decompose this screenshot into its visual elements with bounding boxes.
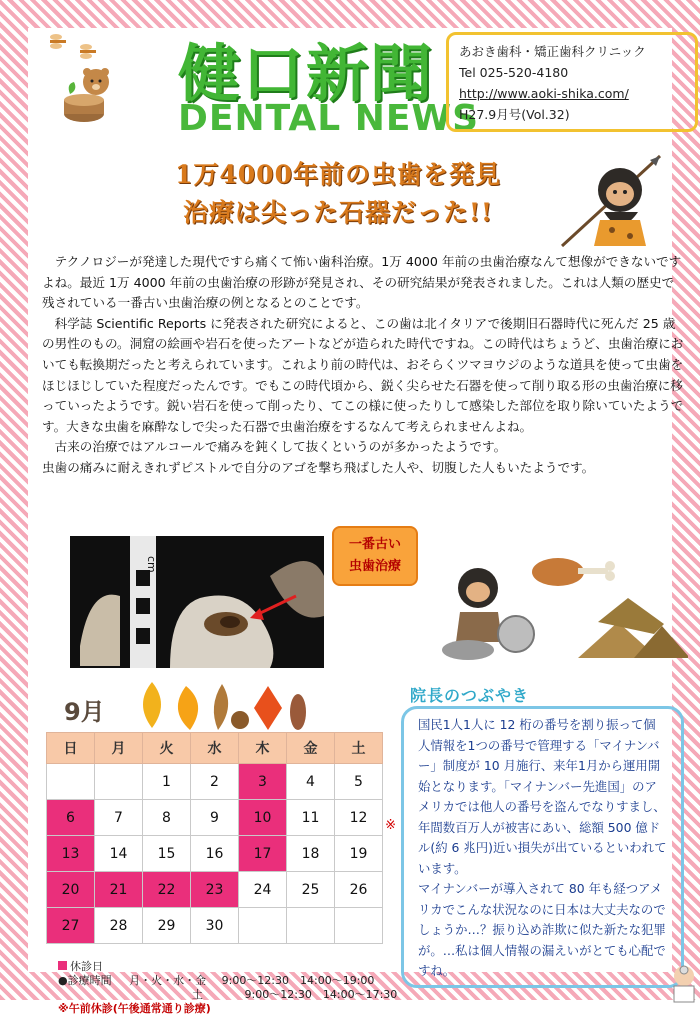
- doctor-mascot-icon: [668, 964, 700, 1004]
- hours-weekday: 9:00～12:30 14:00～19:00: [221, 974, 375, 987]
- director-column-text: 国民1人1人に 12 桁の番号を割り振って個人情報を1つの番号で管理する「マイナンバー」制度が 10 月施行、来年1月から運用開始となります。「マイナンバー先進国」のアメリカでは他人の番号を盗んでなりすまし、年間数百万人が被害にあい、総額 500 億ドル(約 6 兆円)近い損失が出ているといわれています。: [418, 717, 667, 876]
- clinic-info-box: [446, 32, 698, 132]
- weekday-header: 月: [95, 733, 143, 764]
- calendar-day-cell: [191, 872, 239, 908]
- dragonfly-icon: [80, 44, 96, 59]
- closed-day-swatch: [58, 961, 67, 970]
- hours-sat: 9:00～12:30 14:00～17:30: [244, 988, 398, 1001]
- caveman-hut-illustration: [428, 538, 688, 678]
- calendar-week-row: [47, 908, 383, 944]
- calendar-day-cell: [95, 800, 143, 836]
- calendar-day-number: 5: [354, 773, 363, 790]
- calendar-day-cell: [143, 872, 191, 908]
- calendar-day-number: 16: [205, 845, 224, 862]
- calendar-day-cell: [95, 908, 143, 944]
- leaf-icon: [178, 686, 198, 730]
- calendar-day-cell: [287, 800, 335, 836]
- calendar-day-cell: [143, 908, 191, 944]
- clinic-url-link[interactable]: http://www.aoki-shika.com/: [459, 86, 629, 101]
- calendar-day-number: 13: [61, 845, 80, 862]
- calendar-day-number: 20: [61, 881, 80, 898]
- calendar-day-number: 9: [210, 809, 219, 826]
- calendar-day-cell: [191, 764, 239, 800]
- calendar-day-cell: [95, 872, 143, 908]
- tooth-photo: [70, 536, 324, 668]
- calendar-week-row: [47, 800, 383, 836]
- clinic-name: あおき歯科・矯正歯科クリニック: [459, 44, 646, 59]
- calendar-day-cell: [239, 908, 287, 944]
- autumn-leaves-illustration: [132, 678, 312, 734]
- calendar-day-cell: [335, 872, 383, 908]
- director-column-box: [401, 706, 684, 988]
- calendar-day-number: 14: [109, 845, 128, 862]
- calendar-day-cell: [287, 836, 335, 872]
- weekday-header-row: [47, 733, 383, 764]
- weekday-header: 木: [239, 733, 287, 764]
- calendar-day-number: 15: [157, 845, 176, 862]
- calendar-day-number: 22: [157, 881, 176, 898]
- calendar-day-number: 24: [253, 881, 272, 898]
- newsletter-subtitle: DENTAL NEWS: [178, 98, 480, 139]
- calendar-day-cell: [47, 764, 95, 800]
- newsletter-title: 健口新聞: [178, 37, 435, 110]
- calendar-day-number: 27: [61, 917, 80, 934]
- calendar-day-cell: [95, 836, 143, 872]
- oldest-treatment-callout: [332, 526, 418, 586]
- calendar-day-cell: [287, 908, 335, 944]
- maple-leaf-icon: [254, 686, 282, 730]
- hours-sat-day: 土: [192, 988, 203, 1001]
- calendar-day-cell: [143, 764, 191, 800]
- callout-line2: 虫歯治療: [348, 559, 401, 574]
- half-day-note: ※午前休診(午後通常通り診療): [58, 1002, 211, 1015]
- calendar-day-cell: [47, 908, 95, 944]
- issue-label: H27.9月号(Vol.32): [459, 107, 570, 122]
- weekday-header: 火: [143, 733, 191, 764]
- ginkgo-leaf-icon: [143, 682, 161, 728]
- calendar-day-number: 23: [205, 881, 224, 898]
- weekday-header: 水: [191, 733, 239, 764]
- calendar-day-number: 28: [109, 917, 128, 934]
- calendar-day-number: 19: [349, 845, 368, 862]
- headline: [128, 156, 548, 232]
- calendar-day-cell: [143, 800, 191, 836]
- calendar-day-cell: [47, 800, 95, 836]
- calendar-month: 9月: [64, 698, 105, 726]
- calendar-week-row: [47, 764, 383, 800]
- calendar-day-number: 8: [162, 809, 171, 826]
- calendar-day-number: 18: [301, 845, 320, 862]
- bear-stump-illustration: [36, 28, 116, 124]
- calendar-day-number: 21: [109, 881, 128, 898]
- calendar-day-number: 30: [205, 917, 224, 934]
- dragonfly-icon: [50, 34, 66, 49]
- calendar-day-cell: [239, 836, 287, 872]
- calendar-day-cell: [47, 836, 95, 872]
- half-day-marker: ※: [385, 818, 396, 833]
- calendar-day-cell: [239, 800, 287, 836]
- sweet-potato-icon: [290, 694, 306, 730]
- calendar-day-cell: [239, 872, 287, 908]
- calendar-day-number: 17: [253, 845, 272, 862]
- article-body: [42, 252, 686, 479]
- tooth-photo-drawing: [70, 536, 324, 668]
- calendar-day-number: 6: [66, 809, 75, 826]
- hours-label: ●診療時間: [58, 974, 112, 987]
- calendar-day-cell: [191, 836, 239, 872]
- calendar-day-number: 7: [114, 809, 123, 826]
- calendar-day-number: 26: [349, 881, 368, 898]
- callout-line1: 一番古い: [348, 537, 401, 552]
- weekday-header: 金: [287, 733, 335, 764]
- calendar-day-cell: [47, 872, 95, 908]
- calendar-day-cell: [335, 764, 383, 800]
- calendar-day-cell: [335, 836, 383, 872]
- calendar-day-number: 29: [157, 917, 176, 934]
- calendar-day-cell: [335, 908, 383, 944]
- director-column-text: マイナンバーが導入されて 80 年も経つアメリカでこんな状況なのに日本は大丈夫なのでしょうか…？振り込め詐欺に似た新たな犯罪が。…私は個人情報の漏えいがとても心配ですね。: [418, 881, 666, 978]
- legend-closed: 休診日: [70, 960, 103, 973]
- ruler-label: cm: [145, 556, 158, 573]
- leaf-icon: [214, 684, 228, 730]
- calendar-day-cell: [95, 764, 143, 800]
- calendar-day-number: 2: [210, 773, 219, 790]
- calendar-day-number: 10: [253, 809, 272, 826]
- calendar-day-number: 25: [301, 881, 320, 898]
- calendar-table: [46, 732, 396, 944]
- calendar-day-cell: [191, 800, 239, 836]
- calendar-day-cell: [239, 764, 287, 800]
- calendar-day-number: 11: [301, 809, 320, 826]
- calendar-week-row: [47, 872, 383, 908]
- calendar-legend: [58, 960, 397, 1016]
- calendar-day-cell: [335, 800, 396, 836]
- calendar-week-row: [47, 836, 383, 872]
- article-paragraph: 古来の治療ではアルコールで痛みを鈍くして抜くというのが多かったようです。: [54, 439, 507, 455]
- clinic-tel: Tel 025-520-4180: [459, 65, 569, 80]
- article-paragraph: 虫歯の痛みに耐えきれずピストルで自分のアゴを撃ち飛ばした人や、切腹した人もいたようです。: [42, 459, 595, 475]
- caveman-spear-illustration: [556, 150, 672, 260]
- headline-line1: 1万4000年前の虫歯を発見: [175, 160, 501, 189]
- hours-weekday-days: 月・火・水・金: [129, 974, 207, 987]
- article-paragraph: 科学誌 Scientific Reports に発表された研究によると、この歯は北イタリアで後期旧石器時代に死んだ 25 歳の男性のもの。洞窟の絵画や岩石を使ったアートなどが造られた時代ですね。この時代はちょうど、虫歯治療においても転換期だったと考えられています。これより前の時代は、おそらくツマヨウジのような道具を使って虫歯をほじほじしていた程度だったんです。でもこの時代頃から、鋭く尖らせた石器を使って削り取る形の虫歯治療に移っていったようです。鋭い岩石を使って削ったり、てこの様に使ったりして感染した部位を取り除いていたようです。大きな虫歯を麻酔なしで尖った石器で虫歯治療をするなんて考えられませんよね。: [42, 315, 684, 434]
- calendar-day-cell: [143, 836, 191, 872]
- headline-line2: 治療は尖った石器だった!!: [183, 198, 493, 227]
- weekday-header: 土: [335, 733, 383, 764]
- director-column-title: 院長のつぶやき: [410, 686, 530, 705]
- calendar-day-cell: [287, 872, 335, 908]
- calendar-day-cell: [287, 764, 335, 800]
- weekday-header: 日: [47, 733, 95, 764]
- article-paragraph: テクノロジーが発達した現代ですら痛くて怖い歯科治療。1万 4000 年前の虫歯治療なんて想像ができないですよね。最近 1万 4000 年前の虫歯治療の形跡が発見され、その研究結果が発表されました。これは人類の歴史で残されている一番古い虫歯治療の例となるとのことです。: [42, 254, 682, 311]
- page-content: [28, 28, 684, 1015]
- calendar-day-number: 4: [306, 773, 315, 790]
- calendar-day-number: 1: [162, 773, 171, 790]
- calendar-day-number: 12: [349, 809, 368, 826]
- acorn-icon: [231, 711, 249, 729]
- calendar-day-cell: [191, 908, 239, 944]
- calendar-day-number: 3: [258, 773, 267, 790]
